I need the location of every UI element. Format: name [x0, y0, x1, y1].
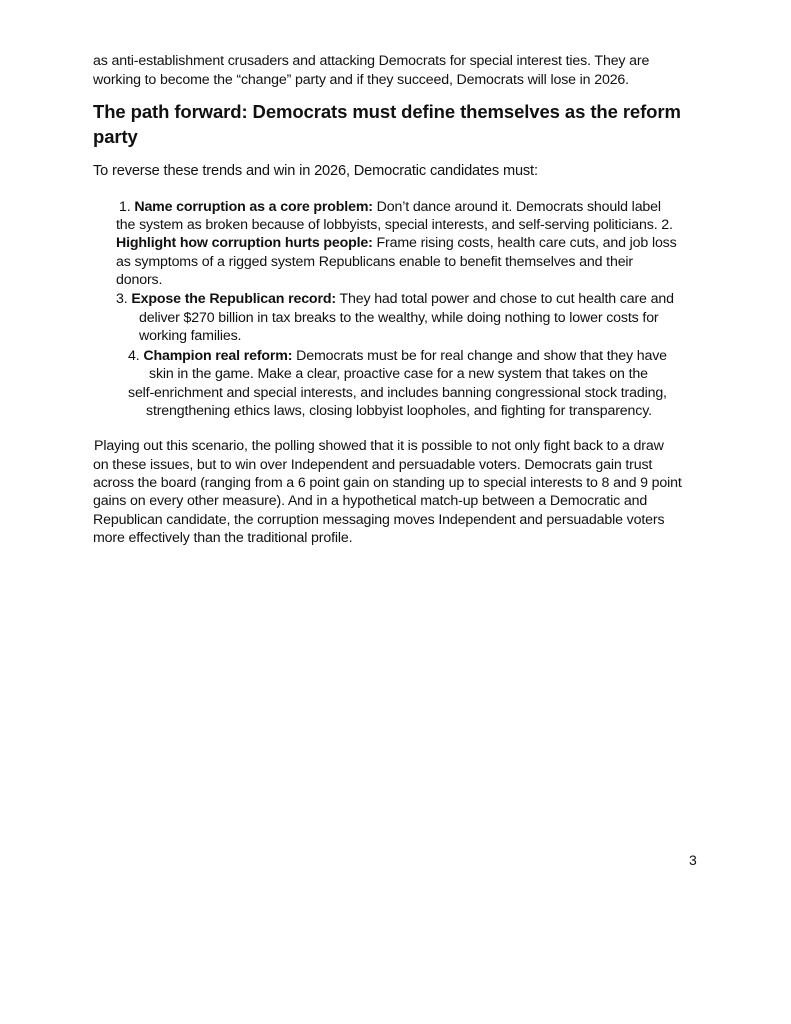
list-item-title: Highlight how corruption hurts people:	[116, 235, 373, 251]
list-item-text: Frame rising costs, health care cuts, and job loss	[372, 235, 677, 251]
list-item-text: Democrats must be for real change and show that they have	[292, 348, 667, 364]
list-item-title: Name corruption as a core problem:	[134, 199, 373, 215]
text-line: more effectively than the traditional profile.	[93, 530, 353, 546]
page-number: 3	[689, 852, 697, 868]
list-item-line: working families.	[139, 328, 242, 344]
text-line: gains on every other measure). And in a hypothetical match-up between a Democratic and	[93, 493, 648, 509]
list-item-line	[116, 290, 674, 308]
heading-line: The path forward: Democrats must define themselves as the reform	[93, 101, 681, 122]
lead-sentence: To reverse these trends and win in 2026, Democratic candidates must:	[93, 163, 538, 179]
list-item-title: Expose the Republican record:	[131, 291, 336, 307]
text-line: across the board (ranging from a 6 point gain on standing up to special interests to 8 and 9 point	[93, 475, 682, 491]
list-item-line: skin in the game. Make a clear, proactive case for a new system that takes on the	[149, 366, 648, 382]
list-number: 4.	[128, 348, 140, 364]
list-item-line	[128, 347, 667, 365]
text-line: Playing out this scenario, the polling showed that it is possible to not only fight back to a draw	[94, 438, 664, 454]
text-line: on these issues, but to win over Independent and persuadable voters. Democrats gain trust	[93, 457, 653, 473]
text-line: as anti-establishment crusaders and attacking Democrats for special interest ties. They are	[93, 53, 650, 69]
list-item-line	[116, 234, 677, 252]
text-line: Republican candidate, the corruption messaging moves Independent and persuadable voters	[93, 512, 665, 528]
list-item-line: strengthening ethics laws, closing lobbyist loopholes, and fighting for transparency.	[146, 403, 652, 419]
list-item-line	[119, 198, 661, 216]
list-item-title: Champion real reform:	[143, 348, 293, 364]
list-item-text: Don’t dance around it. Democrats should label	[372, 199, 661, 215]
list-item-line: donors.	[116, 272, 163, 288]
text-line: working to become the “change” party and if they succeed, Democrats will lose in 2026.	[93, 72, 629, 88]
list-item-text: They had total power and chose to cut health care and	[335, 291, 674, 307]
list-number: 1.	[119, 199, 131, 215]
list-item-line: deliver $270 billion in tax breaks to the wealthy, while doing nothing to lower costs for	[139, 310, 659, 326]
heading-line: party	[93, 126, 138, 147]
list-item-line: as symptoms of a rigged system Republicans enable to benefit themselves and their	[116, 254, 634, 270]
list-item-line: the system as broken because of lobbyists, special interests, and self-serving politicians. 2.	[116, 217, 673, 233]
list-item-line: self-enrichment and special interests, and includes banning congressional stock trading,	[128, 385, 667, 401]
list-number: 3.	[116, 291, 128, 307]
